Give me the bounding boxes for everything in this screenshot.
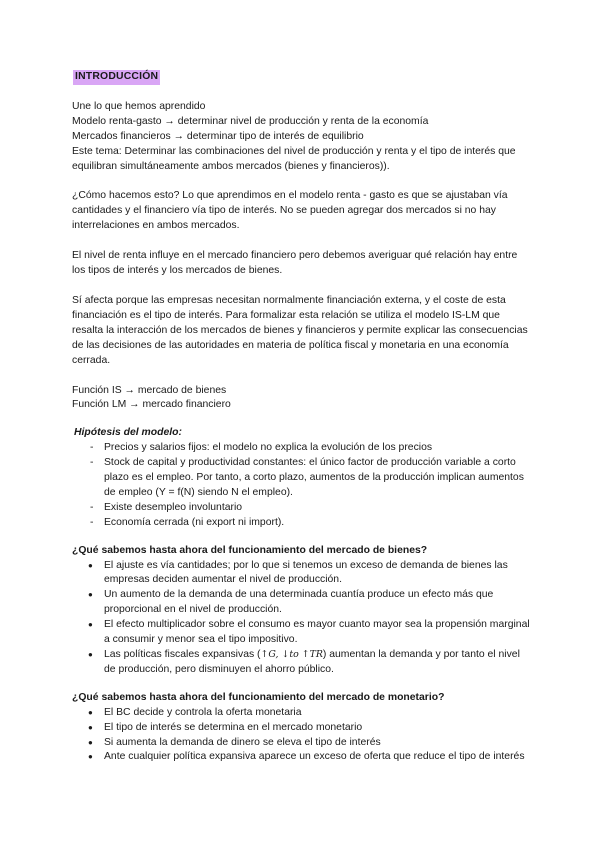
list-item: - Economía cerrada (ni export ni import).	[72, 516, 532, 531]
fiscal-text-after: ) aumentan la demanda y por tanto el nivel de producción, pero disminuyen el ahorro público.	[104, 649, 520, 675]
list-item: - Existe desempleo involuntario	[72, 501, 532, 516]
document-page	[72, 70, 532, 765]
list-item: ● El efecto multiplicador sobre el consumo es mayor cuanto mayor sea la propensión marginal a consumir y menor sea el tipo impositivo.	[72, 618, 532, 648]
intro-line: Modelo renta-gasto → determinar nivel de producción y renta de la economía	[72, 115, 429, 127]
intro-line: Este tema: Determinar las combinaciones del nivel de producción y renta y el tipo de interés que equilibran simultáneamente ambos mercados (bienes y financieros)).	[72, 145, 516, 172]
list-item-fiscal	[72, 648, 532, 678]
list-item: ● El BC decide y controla la oferta monetaria	[72, 706, 532, 721]
fiscal-text-before: Las políticas fiscales expansivas (	[104, 649, 261, 660]
paragraph-income: El nivel de renta influye en el mercado financiero pero debemos averiguar qué relación hay entre los tipos de interés y los mercados de bienes.	[72, 250, 518, 277]
hypothesis-list	[72, 441, 532, 530]
list-item: ● Un aumento de la demanda de una determinada cuantía produce un efecto más que proporcional en el nivel de producción.	[72, 588, 532, 618]
goods-market-list	[72, 559, 532, 678]
functions-block	[72, 384, 532, 414]
hypothesis-heading: Hipótesis del modelo:	[74, 427, 182, 439]
section-title	[72, 70, 532, 85]
list-item: - Stock de capital y productividad constantes: el único factor de producción variable a corto plazo es el empleo. Por tanto, a corto plazo, aumentos de la producción implican aumentos de empleo (Y = f(N) siendo N el empleo).	[72, 456, 532, 501]
money-market-list	[72, 706, 532, 766]
function-is: Función IS → mercado de bienes	[72, 384, 227, 396]
goods-market-heading: ¿Qué sabemos hasta ahora del funcionamiento del mercado de bienes?	[72, 544, 428, 556]
intro-block	[72, 100, 532, 175]
list-item: ● Ante cualquier política expansiva aparece un exceso de oferta que reduce el tipo de interés	[72, 750, 532, 765]
list-item: ● Si aumenta la demanda de dinero se eleva el tipo de interés	[72, 736, 532, 751]
fiscal-math: ↑G, ↓to ↑TR	[260, 649, 323, 660]
intro-line: Une lo que hemos aprendido	[72, 100, 206, 112]
paragraph-islm: Sí afecta porque las empresas necesitan normalmente financiación externa, y el coste de esta financiación es el tipo de interés. Para formalizar esta relación se utiliza el modelo IS-LM que resalta la interacción de los mercados de bienes y financieros y permite explicar las consecuencias de las decisiones de las autoridades en materia de política fiscal y monetaria en una economía cerrada.	[72, 294, 528, 366]
function-lm: Función LM → mercado financiero	[72, 399, 231, 411]
list-item: ● El tipo de interés se determina en el mercado monetario	[72, 721, 532, 736]
list-item: ● El ajuste es vía cantidades; por lo que si tenemos un exceso de demanda de bienes las empresas deciden aumentar el nivel de producción.	[72, 559, 532, 589]
list-item: - Precios y salarios fijos: el modelo no explica la evolución de los precios	[72, 441, 532, 456]
paragraph-how: ¿Cómo hacemos esto? Lo que aprendimos en el modelo renta - gasto es que se ajustaban vía cantidades y el financiero vía tipo de interés. No se pueden agregar dos mercados si no hay interrelaciones en ambos mercados.	[72, 190, 508, 232]
title-highlight: INTRODUCCIÓN	[73, 70, 160, 85]
money-market-heading: ¿Qué sabemos hasta ahora del funcionamiento del mercado de monetario?	[72, 691, 445, 703]
intro-line: Mercados financieros → determinar tipo de interés de equilibrio	[72, 130, 364, 142]
